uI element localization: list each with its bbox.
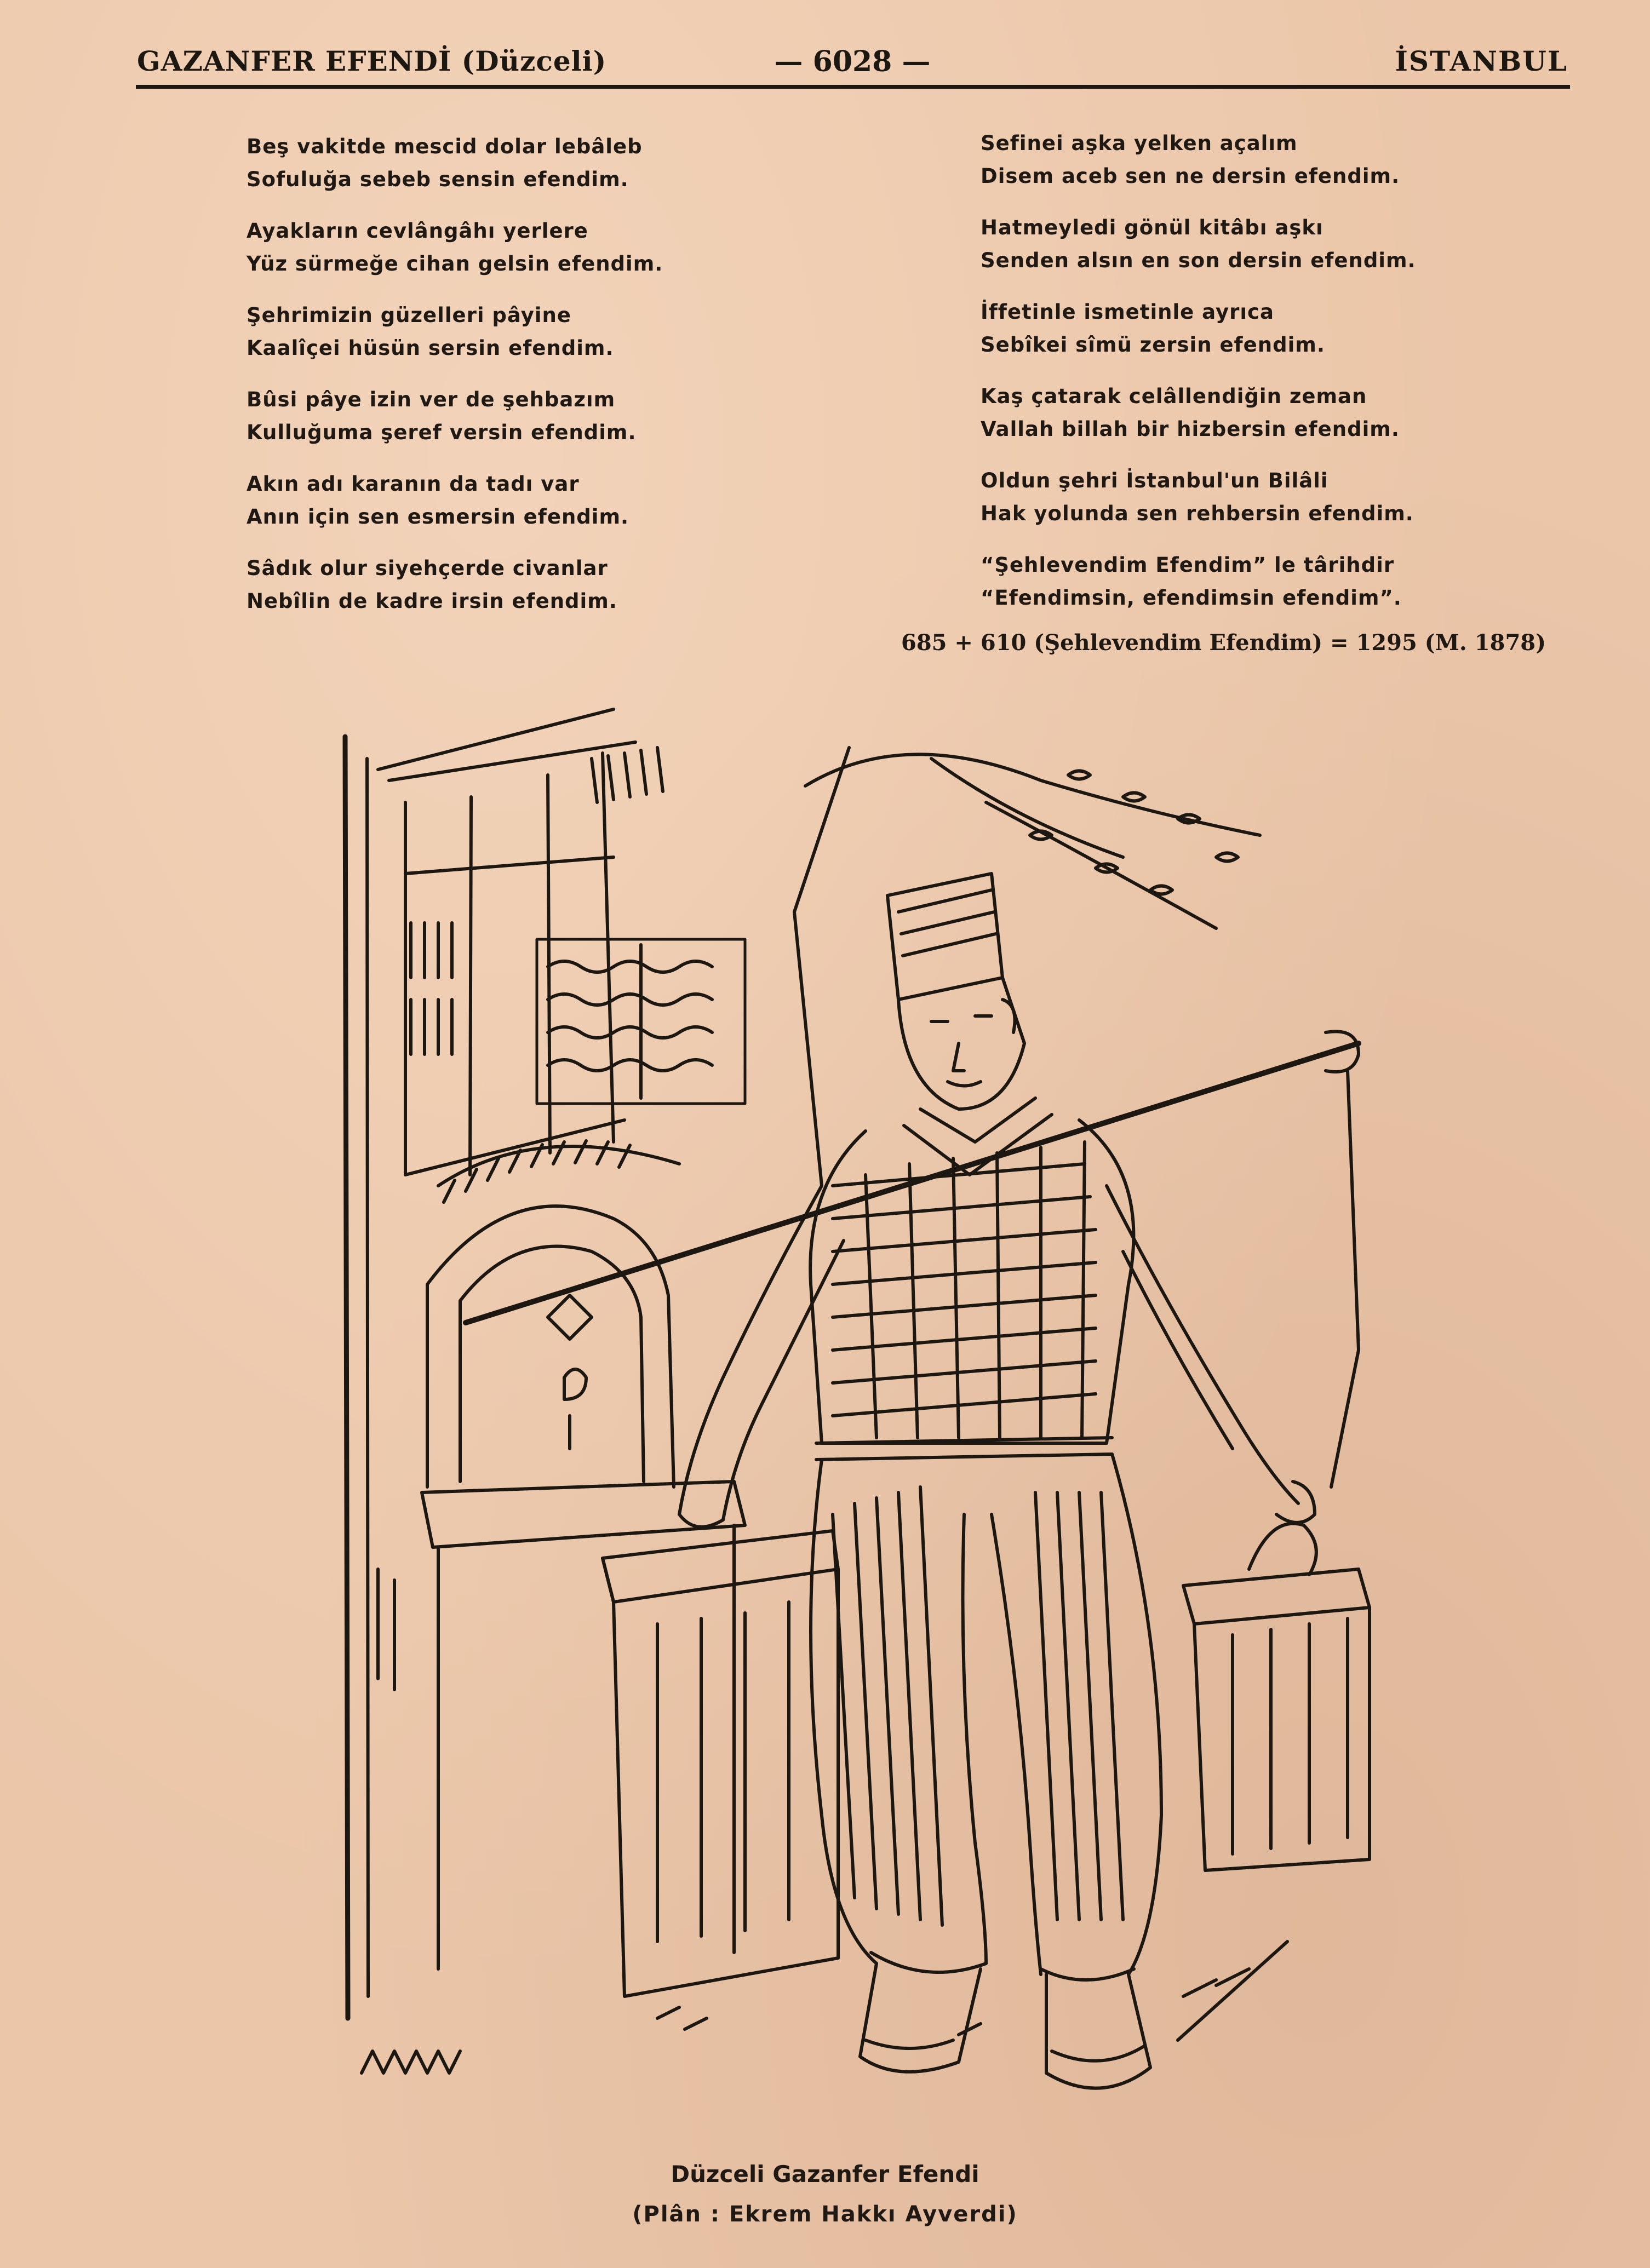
- verse-line: Disem aceb sen ne dersin efendim.: [981, 164, 1400, 188]
- verse-line: Bûsi pâye izin ver de şehbazım: [247, 388, 616, 411]
- tree-branches: [794, 748, 1260, 1186]
- stanza: [247, 130, 740, 196]
- verse-line: Hak yolunda sen rehbersin efendim.: [981, 502, 1414, 525]
- verse-line: Hatmeyledi gönül kitâbı aşkı: [981, 216, 1324, 239]
- header-publication: İSTANBUL: [1395, 45, 1568, 77]
- verse-line: Yüz sürmeğe cihan gelsin efendim.: [247, 252, 663, 275]
- verse-line: Kulluğuma şeref versin efendim.: [247, 421, 637, 444]
- running-header: [137, 45, 1568, 89]
- verse-line: “Şehlevendim Efendim” le târihdir: [981, 553, 1395, 577]
- stanza: [247, 383, 740, 449]
- verse-line: İffetinle ismetinle ayrıca: [981, 300, 1274, 324]
- verse-line: Şehrimizin güzelleri pâyine: [247, 303, 571, 327]
- stanza: [981, 549, 1528, 615]
- poem-right-column: [981, 127, 1528, 633]
- verse-line: Sebîkei sîmü zersin efendim.: [981, 333, 1325, 357]
- stanza: [981, 296, 1528, 361]
- left-water-bucket: [603, 1531, 838, 1996]
- poem-left-column: [247, 130, 740, 636]
- right-water-bucket: [1183, 1524, 1370, 1870]
- stanza: [981, 211, 1528, 277]
- verse-line: Nebîlin de kadre irsin efendim.: [247, 589, 617, 613]
- stanza: [247, 215, 740, 280]
- fountain-wall: [345, 709, 745, 2018]
- verse-line: Kaş çatarak celâllendiğin zeman: [981, 384, 1367, 408]
- verse-line: Oldun şehri İstanbul'un Bilâli: [981, 469, 1328, 492]
- water-carrier-illustration: [329, 693, 1380, 2144]
- verse-line: Ayakların cevlângâhı yerlere: [247, 219, 588, 243]
- verse-line: Sâdık olur siyehçerde civanlar: [247, 556, 608, 580]
- stanza: [247, 552, 740, 618]
- verse-line: Sefinei aşka yelken açalım: [981, 131, 1298, 155]
- verse-line: “Efendimsin, efendimsin efendim”.: [981, 586, 1402, 610]
- verse-line: Beş vakitde mescid dolar lebâleb: [247, 135, 643, 158]
- verse-line: Sofuluğa sebeb sensin efendim.: [247, 168, 629, 191]
- header-rule: [136, 85, 1570, 89]
- illustration-credit: (Plân : Ekrem Hakkı Ayverdi): [632, 2202, 1018, 2227]
- verse-line: Vallah billah bir hizbersin efendim.: [981, 417, 1400, 441]
- page-number: — 6028 —: [774, 45, 931, 78]
- header-entry-title: GAZANFER EFENDİ (Düzceli): [137, 45, 607, 77]
- verse-line: Akın adı karanın da tadı var: [247, 472, 580, 496]
- stanza: [981, 464, 1528, 530]
- stanza: [981, 380, 1528, 446]
- stanza: [247, 299, 740, 365]
- verse-line: Kaalîçei hüsün sersin efendim.: [247, 336, 614, 360]
- chronogram-line: 685 + 610 (Şehlevendim Efendim) = 1295 (M. 1878): [901, 630, 1546, 656]
- stanza: [981, 127, 1528, 193]
- verse-line: Senden alsın en son dersin efendim.: [981, 249, 1416, 272]
- verse-line: Anın için sen esmersin efendim.: [247, 505, 629, 529]
- water-carrier-figure: [466, 874, 1359, 2088]
- stanza: [247, 468, 740, 533]
- illustration-caption: Düzceli Gazanfer Efendi: [671, 2161, 979, 2187]
